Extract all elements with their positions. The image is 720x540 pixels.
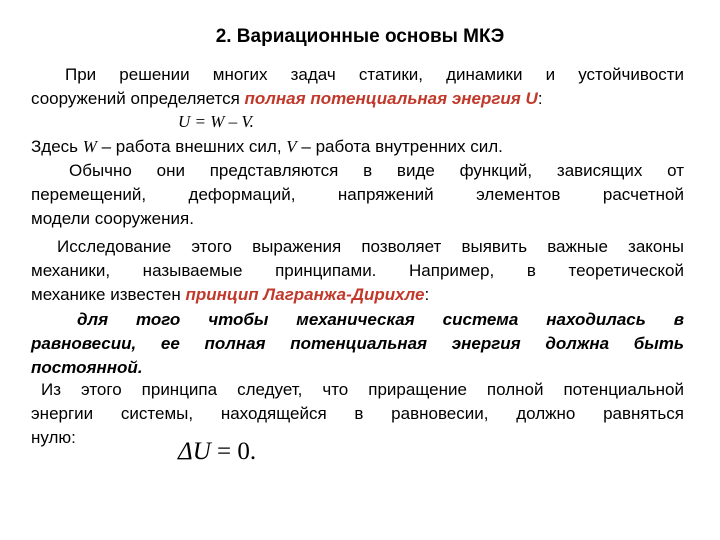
paragraph-functions-line3: модели сооружения. xyxy=(31,209,194,228)
paragraph-principle-statement xyxy=(31,308,684,380)
paragraph-functions-line2: перемещений, деформаций, напряжений элементов расчетной xyxy=(31,185,684,204)
slide-title: 2. Вариационные основы МКЭ xyxy=(215,26,505,47)
paragraph-principles-line1: Исследование этого выражения позволяет выявить важные законы xyxy=(57,237,684,256)
paragraph-principles-line2: механики, называемые принципами. Например, в теоретической xyxy=(31,261,684,280)
paragraph-functions xyxy=(31,159,684,231)
paragraph-conclusion-line1: Из этого принципа следует, что приращение полной потенциальной xyxy=(41,380,684,399)
paragraph-intro xyxy=(31,63,684,111)
symbol-u: U xyxy=(192,438,211,465)
paragraph-principles-line3: механике известен принцип Лагранжа-Дирихле: xyxy=(31,285,430,304)
symbol-w: W xyxy=(82,137,97,156)
paragraph-principles xyxy=(31,235,684,307)
highlight-lagrange-dirichlet: принцип Лагранжа-Дирихле xyxy=(185,285,425,304)
equation-delta-u: ΔU = 0. xyxy=(178,438,257,465)
delta-symbol: Δ xyxy=(178,438,193,465)
highlight-potential-energy: полная потенциальная энергия U xyxy=(244,89,538,108)
principle-statement-line2: равновесии, ее полная потенциальная энергия должна быть xyxy=(31,334,684,353)
paragraph-intro-line2: сооружений определяется полная потенциальная энергия U: xyxy=(31,89,543,108)
paragraph-functions-line1: Обычно они представляются в виде функций, зависящих от xyxy=(69,161,684,180)
paragraph-conclusion-line2: энергии системы, находящейся в равновесии, должно равняться xyxy=(31,404,684,423)
paragraph-intro-line1: При решении многих задач статики, динамики и устойчивости xyxy=(65,65,684,84)
paragraph-conclusion xyxy=(31,378,684,450)
equation-energy: U = W – V. xyxy=(178,112,254,131)
principle-statement-line3: постоянной. xyxy=(31,358,143,377)
symbol-v: V xyxy=(286,137,297,156)
paragraph-definitions: Здесь W – работа внешних сил, V – работа внутренних сил. xyxy=(31,137,503,156)
principle-statement-line1: для того чтобы механическая система находилась в xyxy=(77,310,684,329)
paragraph-conclusion-line3: нулю: xyxy=(31,428,76,447)
